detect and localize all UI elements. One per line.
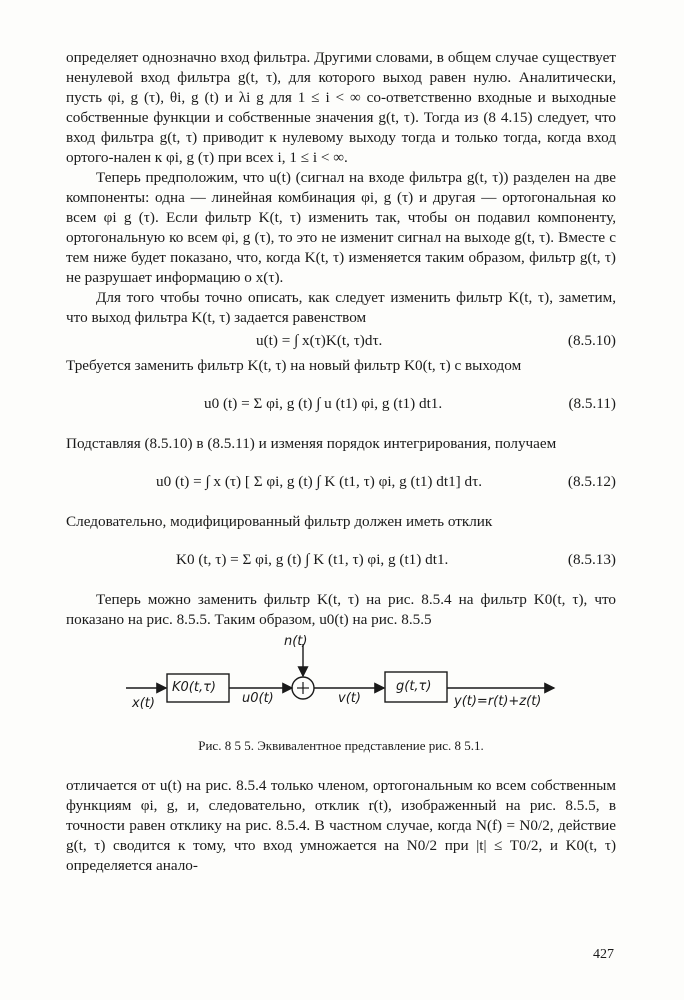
equation-formula: u0 (t) = Σ φi, g (t) ∫ u (t1) φi, g (t1) dt1. [204,395,443,412]
equation-formula: u(t) = ∫ x(τ)K(t, τ)dτ. [256,332,383,349]
equation-formula: u0 (t) = ∫ x (τ) [ Σ φi, g (t) ∫ K (t1, τ) φi, g (t1) dt1] dτ. [156,473,483,490]
signal1-label: u0(t) [242,691,274,706]
equation-8-5-11 [66,376,616,434]
equation-number: (8.5.10) [567,332,616,349]
paragraph-6: Следовательно, модифицированный фильтр должен иметь отклик [66,513,493,530]
page-number: 427 [593,947,614,962]
input-label: x(t) [132,696,155,711]
equation-number: (8.5.12) [567,473,616,490]
equation-8-5-10 [66,328,616,356]
paragraph-2: Теперь предположим, что u(t) (сигнал на входе фильтра g(t, τ)) разделен на две компоненты: одна — линейная комбинация φi, g (τ) и другая — ортогональная ко всем φi g (τ). Если фильтр K(t, τ) изменить так, чтобы он подавил компоненту, ортогональную ко всем φi, g (τ), то это не изменит сигнал на выходе g(t, τ). Вместе с тем ниже будет показано, что, когда K(t, τ) изменяется таким образом, фильтр g(t, τ) не разрушает информацию о x(τ). [66,169,616,286]
paragraph-7: Теперь можно заменить фильтр K(t, τ) на рис. 8.5.4 на фильтр K0(t, τ), что показано на рис. 8.5.5. Таким образом, u0(t) на рис. 8.5.5 [66,591,616,628]
equation-8-5-12 [66,454,616,512]
paragraph-5: Подставляя (8.5.10) в (8.5.11) и изменяя порядок интегрирования, получаем [66,435,557,452]
block-diagram [66,634,616,734]
paragraph-3: Для того чтобы точно описать, как следует изменить фильтр K(t, τ), заметим, что выход фильтра K(t, τ) задается равенством [66,289,616,326]
equation-number: (8.5.13) [567,551,616,568]
paragraph-1: определяет однозначно вход фильтра. Другими словами, в общем случае существует ненулевой вход фильтра g(t, τ), для которого выход равен нулю. Аналитически, пусть φi, g (τ), θi, g (t) и λi g для 1 ≤ i < ∞ со-ответственно входные и выходные собственные функции и собственные значения g(t, τ). Тогда из (8 4.15) следует, что вход фильтра g(t, τ) приводит к нулевому выходу тогда и только тогда, когда вход ортого-нален к φi, g (τ) при всех i, 1 ≤ i < ∞. [66,49,616,166]
block2-label: g(t,τ) [396,679,432,694]
figure-caption: Рис. 8 5 5. Эквивалентное представление рис. 8 5.1. [198,738,484,753]
signal2-label: v(t) [338,691,361,706]
paragraph-4: Требуется заменить фильтр K(t, τ) на новый фильтр K0(t, τ) с выходом [66,357,522,374]
noise-label: n(t) [284,634,308,649]
output-label: y(t)=r(t)+z(t) [454,694,542,709]
equation-formula: K0 (t, τ) = Σ φi, g (t) ∫ K (t1, τ) φi, g (t1) dt1. [176,551,449,568]
equation-number: (8.5.11) [568,395,616,412]
block1-label: K0(t,τ) [172,680,216,695]
equation-8-5-13 [66,532,616,590]
page-body [66,48,616,876]
block-diagram-graphic [66,634,616,734]
paragraph-8: отличается от u(t) на рис. 8.5.4 только членом, ортогональным ко всем собственным функциям φi, g, и, следовательно, отклик r(t), изображенный на рис. 8.5.5, в точности равен отклику на рис. 8.5.4. В частном случае, когда N(f) = N0/2, действие g(t, τ) сводится к тому, что вход умножается на N0/2 при |t| ≤ T0/2, и K0(t, τ) определяется анало- [66,777,616,874]
